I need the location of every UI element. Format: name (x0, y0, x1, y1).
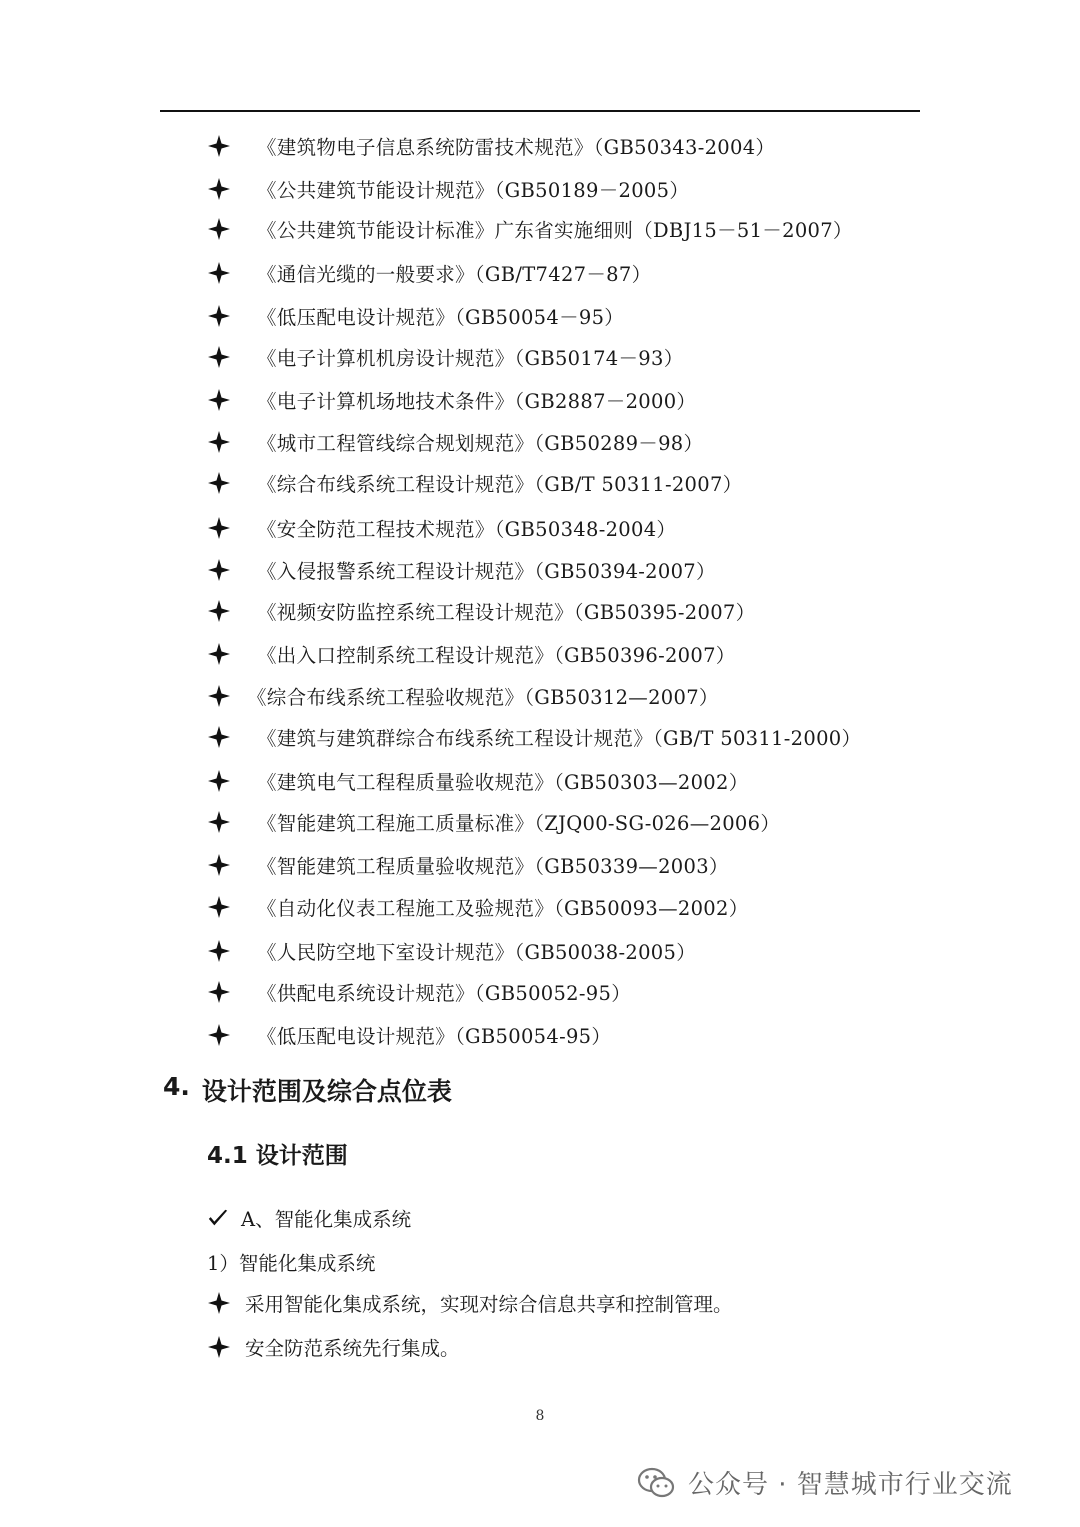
four-point-star-icon (207, 599, 231, 623)
standard-text: 《电子计算机机房设计规范》（GB50174－93） (257, 347, 684, 370)
standard-text: 《低压配电设计规范》（GB50054－95） (257, 306, 625, 329)
standard-text: 《自动化仪表工程施工及验规范》（GB50093—2002） (257, 897, 749, 920)
standard-text: 《出入口控制系统工程设计规范》（GB50396-2007） (257, 644, 736, 667)
section-title: 设计范围及综合点位表 (201, 1077, 452, 1106)
four-point-star-icon (207, 430, 231, 454)
four-point-star-icon (207, 134, 231, 158)
section-number: 4. (163, 1072, 190, 1101)
page-number: 8 (535, 1408, 545, 1424)
checkmark-icon (207, 1207, 229, 1229)
four-point-star-icon (207, 471, 231, 495)
wechat-icon (636, 1466, 676, 1500)
four-point-star-icon (207, 769, 231, 793)
list-item (207, 936, 696, 966)
four-point-star-icon (207, 558, 231, 582)
watermark-text: 公众号 · 智慧城市行业交流 (688, 1470, 1013, 1500)
watermark (636, 1464, 1013, 1501)
four-point-star-icon (207, 345, 231, 369)
four-point-star-icon (207, 642, 231, 666)
four-point-star-icon (207, 516, 231, 540)
list-item (207, 513, 676, 543)
four-point-star-icon (207, 980, 231, 1004)
four-point-star-icon (207, 217, 231, 241)
bullet-item (207, 1288, 733, 1318)
list-item (207, 555, 716, 585)
list-item (207, 342, 684, 372)
four-point-star-icon (207, 177, 231, 201)
list-item (207, 427, 703, 457)
list-item (207, 766, 749, 796)
standard-text: 《建筑与建筑群综合布线系统工程设计规范》（GB/T 50311-2000） (257, 727, 862, 750)
standard-text: 《建筑电气工程程质量验收规范》（GB50303—2002） (257, 771, 749, 794)
subsection-heading: 4.1 设计范围 (207, 1143, 348, 1169)
list-item (207, 258, 651, 288)
header-rule (160, 110, 920, 112)
list-item (207, 807, 780, 837)
standard-text: 《入侵报警系统工程设计规范》（GB50394-2007） (257, 560, 716, 583)
four-point-star-icon (207, 684, 231, 708)
standard-text: 《视频安防监控系统工程设计规范》（GB50395-2007） (257, 601, 756, 624)
list-item (207, 385, 696, 415)
list-item (207, 596, 755, 626)
four-point-star-icon (207, 895, 231, 919)
bullet-item (207, 1332, 460, 1362)
bullet-text: 安全防范系统先行集成。 (245, 1337, 460, 1360)
four-point-star-icon (207, 1023, 231, 1047)
standard-text: 《公共建筑节能设计标准》广东省实施细则（DBJ15－51－2007） (257, 219, 853, 242)
standard-text: 《通信光缆的一般要求》（GB/T7427－87） (257, 263, 652, 286)
list-item (207, 301, 624, 331)
four-point-star-icon (207, 1335, 231, 1359)
standard-text: 《公共建筑节能设计规范》（GB50189－2005） (257, 179, 690, 202)
four-point-star-icon (207, 810, 231, 834)
standard-text: 《综合布线系统工程验收规范》（GB50312—2007） (247, 686, 719, 709)
list-item (207, 174, 689, 204)
standard-text: 《供配电系统设计规范》（GB50052-95） (257, 982, 631, 1005)
standard-text: 《城市工程管线综合规划规范》（GB50289－98） (257, 432, 704, 455)
list-item (207, 850, 729, 880)
check-item-text: A、智能化集成系统 (241, 1208, 412, 1231)
list-item (207, 892, 749, 922)
section-heading (163, 1072, 452, 1108)
standard-text: 《智能建筑工程质量验收规范》（GB50339—2003） (257, 855, 729, 878)
list-item (207, 468, 742, 498)
four-point-star-icon (207, 725, 231, 749)
standard-text: 《综合布线系统工程设计规范》（GB/T 50311-2007） (257, 473, 743, 496)
standard-text: 《人民防空地下室设计规范》（GB50038-2005） (257, 941, 697, 964)
four-point-star-icon (207, 388, 231, 412)
four-point-star-icon (207, 939, 231, 963)
list-item (207, 977, 631, 1007)
numbered-item-text: 1）智能化集成系统 (207, 1252, 376, 1275)
four-point-star-icon (207, 1291, 231, 1315)
list-item (207, 1020, 611, 1050)
standard-text: 《安全防范工程技术规范》（GB50348-2004） (257, 518, 677, 541)
list-item (207, 681, 719, 711)
four-point-star-icon (207, 261, 231, 285)
numbered-item (207, 1247, 375, 1277)
list-item (207, 131, 775, 161)
check-item (207, 1203, 411, 1233)
four-point-star-icon (207, 304, 231, 328)
standard-text: 《低压配电设计规范》（GB50054-95） (257, 1025, 612, 1048)
bullet-text: 采用智能化集成系统，实现对综合信息共享和控制管理。 (245, 1293, 733, 1316)
standard-text: 《智能建筑工程施工质量标准》（ZJQ00-SG-026—2006） (257, 812, 781, 835)
list-item (207, 639, 736, 669)
standard-text: 《电子计算机场地技术条件》（GB2887－2000） (257, 390, 697, 413)
list-item (207, 214, 853, 244)
list-item (207, 722, 861, 752)
standard-text: 《建筑物电子信息系统防雷技术规范》（GB50343-2004） (257, 136, 776, 159)
four-point-star-icon (207, 853, 231, 877)
